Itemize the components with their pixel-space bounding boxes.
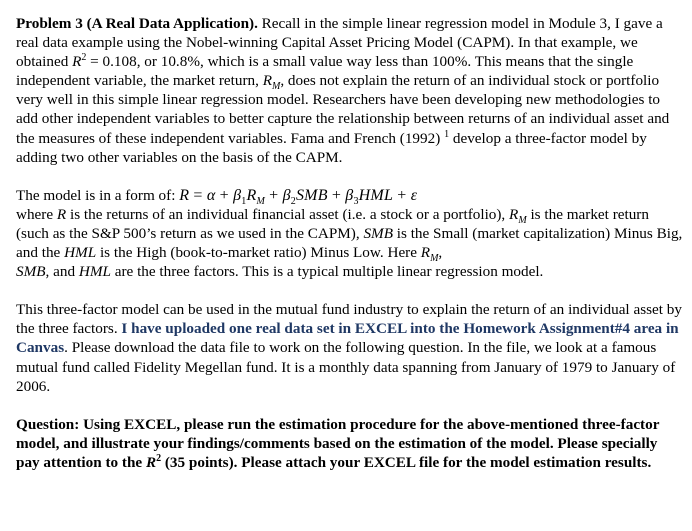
formula-beta-3: β	[345, 186, 354, 204]
formula-hml: HML	[358, 186, 394, 204]
where-text-2: is the returns of an individual financial asset (i.e. a stock or a portfolio),	[66, 205, 510, 223]
where-rm-2: R	[420, 244, 431, 262]
fund-text-2: . Please download the data file to work on the following question. In the file, we look at a famous mutual fund called Fidelity Megellan fund. It is a monthly data spanning from January of 1979 to January of 2006.	[16, 339, 676, 395]
r-squared-symbol: R	[72, 53, 82, 71]
where-r: R	[56, 205, 67, 223]
where-text-5: is the High (book-to-market ratio) Minus Low. Here	[96, 244, 421, 262]
problem-title: Problem 3 (A Real Data Application).	[16, 15, 258, 32]
formula-beta-3-sub: 3	[353, 195, 359, 207]
formula-epsilon: ε	[410, 186, 418, 204]
fund-paragraph	[16, 300, 684, 395]
model-formula	[179, 186, 418, 207]
where-comma: ,	[438, 244, 443, 262]
where-text-4: is the Small (market capitalization) Minus Big, and the	[16, 224, 683, 262]
formula-lhs: R	[179, 186, 190, 204]
market-return-subscript: M	[271, 81, 281, 93]
r-squared-superscript: 2	[81, 52, 87, 64]
formula-plus-1: +	[215, 186, 234, 204]
model-where: where	[16, 205, 57, 223]
problem-text-3: , does not explain the return of an individual stock or portfolio very well in this simple linear regression model. Researchers have been developing new methodologies to add other independent variables to better capture the relationship between returns of an individual asset and the measures of these independent variables. Fama and French (1992)	[16, 72, 670, 147]
question-text-2: (35 points). Please attach your EXCEL file for the model estimation results.	[161, 453, 652, 471]
model-intro: The model is in a form of:	[16, 186, 180, 204]
formula-plus-3: +	[327, 186, 346, 204]
formula-smb: SMB	[295, 186, 328, 204]
formula-plus-2: +	[264, 186, 283, 204]
where-hml-2: HML	[78, 263, 111, 281]
where-hml: HML	[64, 244, 97, 262]
question-paragraph	[16, 415, 684, 472]
where-smb: SMB	[363, 224, 393, 242]
formula-beta-1-sub: 1	[241, 195, 247, 207]
fund-text-1: This three-factor model can be used in the mutual fund industry to explain the return of an individual asset by the three factors.	[16, 301, 682, 338]
where-text-3: is the market return (such as the S&P 500’s return as we used in the CAPM),	[16, 205, 649, 242]
problem-text-4: develop a three-factor model by adding two other variables on the basis of the CAPM.	[16, 129, 647, 166]
where-text-7: , and	[45, 263, 79, 281]
question-r-symbol: R	[145, 453, 157, 471]
problem-text-2: = 0.108, or 10.8%, which is a small value way less than 100%. This means that the single independent variable, the market return,	[16, 53, 634, 90]
where-rm-2-sub: M	[430, 253, 439, 265]
where-rm: R	[509, 205, 519, 223]
where-rm-sub: M	[518, 214, 527, 226]
formula-rm-sub: M	[256, 195, 265, 207]
question-r-superscript: 2	[156, 452, 162, 464]
formula-equals: =	[189, 186, 207, 204]
problem-paragraph	[16, 14, 684, 167]
formula-beta-2-sub: 2	[290, 195, 296, 207]
where-smb-2: SMB	[16, 263, 46, 281]
formula-beta-1: β	[233, 186, 242, 204]
formula-plus-4: +	[393, 186, 411, 204]
formula-beta-2: β	[282, 186, 291, 204]
market-return-symbol: R	[262, 72, 272, 90]
model-paragraph	[16, 186, 684, 281]
question-text-1: Question: Using EXCEL, please run the estimation procedure for the above-mentioned three-factor model, and illustrate your findings/comments based on the estimation of the model. Please specially pay attention to the	[16, 415, 660, 471]
footnote-marker: 1	[444, 128, 450, 140]
problem-text-1: Recall in the simple linear regression model in Module 3, I gave a real data example using the Nobel-winning Capital Asset Pricing Model (CAPM). In that example, we obtained	[16, 15, 663, 71]
where-text-8: are the three factors. This is a typical multiple linear regression model.	[110, 263, 544, 281]
canvas-upload-note: I have uploaded one real data set in EXCEL into the Homework Assignment#4 area in Canvas	[16, 320, 679, 357]
formula-alpha: α	[206, 186, 216, 204]
formula-rm: R	[246, 186, 257, 204]
